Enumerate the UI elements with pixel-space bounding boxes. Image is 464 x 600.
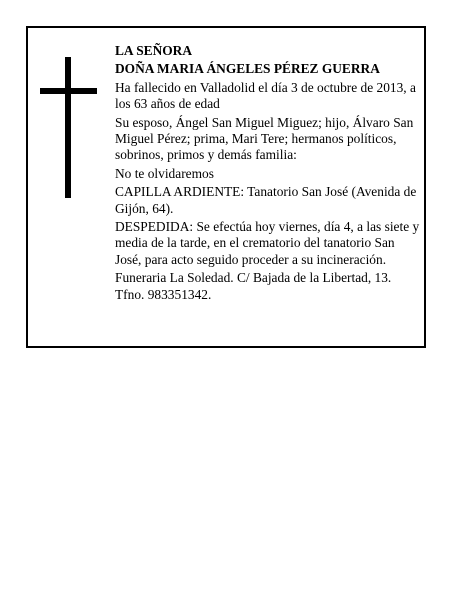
memorial-phrase: No te olvidaremos <box>115 165 214 181</box>
cross-icon <box>40 57 97 198</box>
notice-heading: LA SEÑORA <box>115 43 193 58</box>
obituary-notice <box>26 26 426 348</box>
cross-horizontal-bar <box>40 88 97 94</box>
death-announcement: Ha fallecido en Valladolid el día 3 de octubre de 2013, a los 63 años de edad <box>115 79 416 112</box>
family-list: Su esposo, Ángel San Miguel Miguez; hijo, Álvaro San Miguel Pérez; prima, Mari Tere; hermanos políticos, sobrinos, primos y demás familia: <box>115 114 414 163</box>
chapel-info: CAPILLA ARDIENTE: Tanatorio San José (Avenida de Gijón, 64). <box>115 184 417 216</box>
farewell-info: DESPEDIDA: Se efectúa hoy viernes, día 4, a las siete y media de la tarde, en el crematorio del tanatorio San José, para acto seguido proceder a su incineración. <box>115 219 420 267</box>
cross-vertical-bar <box>65 57 71 198</box>
funeral-home-info: Funeraria La Soledad. C/ Bajada de la Libertad, 13. Tfno. 983351342. <box>115 270 392 302</box>
notice-text-block <box>115 43 421 305</box>
deceased-name: DOÑA MARIA ÁNGELES PÉREZ GUERRA <box>115 61 380 77</box>
